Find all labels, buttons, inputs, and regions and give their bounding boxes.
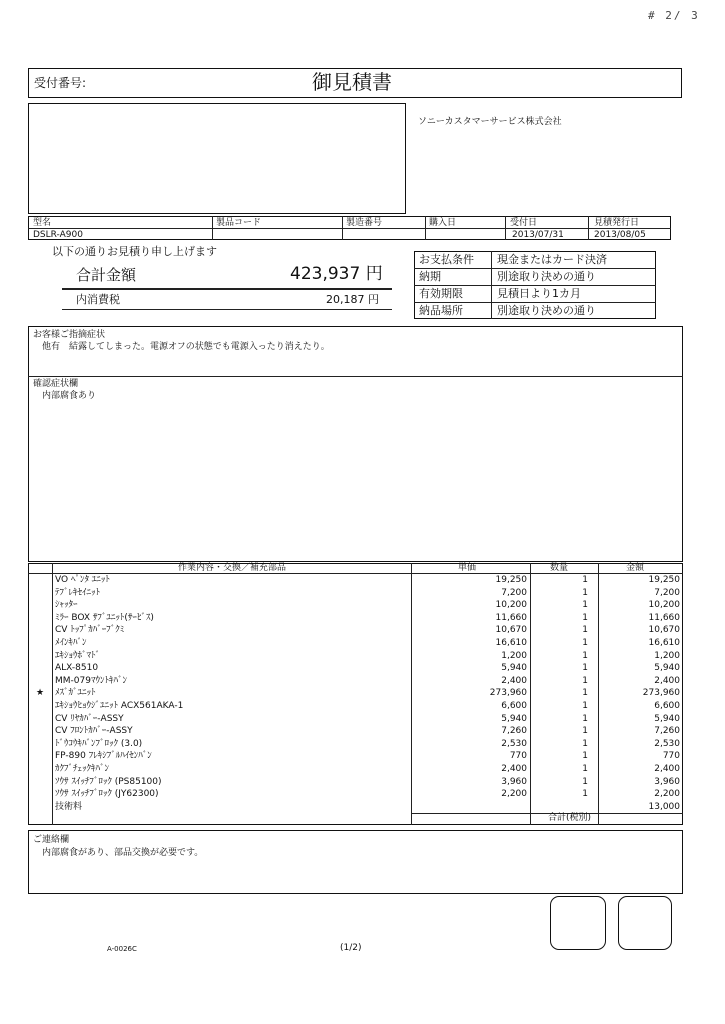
item-unit-price: 7,200 [501, 587, 527, 598]
item-description: ｴｷｼｮｳﾎﾞﾏﾄﾞ [55, 650, 101, 661]
stamp-box-right [618, 896, 672, 950]
table-row [28, 612, 683, 625]
item-mark [28, 612, 52, 625]
customer-issue-text: 他有 結露してしまった。電源オフの状態でも電源入ったり消えたり。 [42, 342, 330, 352]
item-mark [28, 662, 52, 675]
items-table [28, 574, 683, 813]
item-mark: ★ [35, 688, 45, 699]
page-number: # 2/ 3 [648, 9, 700, 22]
terms-delivery-label: 納期 [419, 270, 441, 283]
table-row [28, 750, 683, 763]
item-unit-price: 5,940 [501, 663, 527, 674]
item-amount: 2,400 [654, 763, 680, 774]
item-unit-price: 10,200 [495, 600, 527, 611]
total-value: 423,937 円 [290, 264, 383, 284]
item-description: ｼｬｯﾀｰ [55, 600, 78, 611]
item-unit-price: 16,610 [495, 637, 527, 648]
item-mark [28, 788, 52, 801]
item-description: ﾐﾗｰ BOX ｻﾌﾞﾕﾆｯﾄ(ｻｰﾋﾞｽ) [55, 612, 154, 623]
item-amount: 3,960 [654, 776, 680, 787]
info-issue-date-value: 2013/08/05 [594, 230, 646, 240]
info-header-model: 型名 [33, 218, 52, 228]
item-unit-price: 6,600 [501, 700, 527, 711]
item-amount: 273,960 [642, 688, 680, 699]
item-amount: 13,000 [648, 801, 680, 812]
item-unit-price: 1,200 [501, 650, 527, 661]
table-row [28, 624, 683, 637]
item-unit-price: 11,660 [495, 612, 527, 623]
confirmed-issue-label: 確認症状欄 [33, 379, 79, 389]
item-amount: 5,940 [654, 713, 680, 724]
item-amount: 1,200 [654, 650, 680, 661]
table-row [28, 763, 683, 776]
items-header-quantity: 数量 [550, 563, 569, 573]
table-row [28, 713, 683, 726]
items-header-amount: 金額 [626, 563, 645, 573]
terms-payment-value: 現金またはカード決済 [497, 253, 607, 266]
info-header-product-code: 製品コード [216, 218, 262, 228]
reception-number-label: 受付番号: [34, 76, 87, 90]
terms-validity-label: 有効期限 [419, 287, 463, 300]
item-mark [28, 624, 52, 637]
item-description: ﾃﾌﾞﾚｷｾｲﾆｯﾄ [55, 587, 101, 598]
item-description: ｶｸﾌﾞﾁｪｯｸｷﾊﾞﾝ [55, 763, 110, 774]
stamp-box-left [550, 896, 606, 950]
contact-text: 内部腐食があり、部品交換が必要です。 [42, 848, 204, 858]
item-description: CV ﾘﾔｶﾊﾞｰ-ASSY [55, 713, 124, 724]
item-amount: 6,600 [654, 700, 680, 711]
company-name: ソニーカスタマーサービス株式会社 [418, 117, 562, 127]
table-row [28, 574, 683, 587]
document-title: 御見積書 [312, 70, 392, 94]
item-quantity: 1 [582, 675, 588, 686]
item-amount: 19,250 [648, 575, 680, 585]
item-amount: 16,610 [648, 637, 680, 648]
table-row [28, 675, 683, 688]
total-underline [62, 288, 392, 290]
item-unit-price: 5,940 [501, 713, 527, 724]
subtotal-label: 合計(税別) [548, 813, 592, 823]
item-mark [28, 738, 52, 751]
item-unit-price: 2,200 [501, 789, 527, 800]
item-unit-price: 10,670 [495, 625, 527, 636]
table-row [28, 700, 683, 713]
estimate-intro: 以下の通りお見積り申し上げます [52, 245, 217, 258]
item-description: ﾄﾞｳｺｳｷﾊﾞﾝﾌﾞﾛｯｸ (3.0) [55, 738, 143, 749]
item-mark [28, 599, 52, 612]
item-description: MM-079ﾏｳﾝﾄｷﾊﾞﾝ [55, 675, 127, 686]
item-amount: 2,200 [654, 789, 680, 800]
address-box [28, 103, 406, 214]
item-unit-price: 2,400 [501, 675, 527, 686]
item-quantity: 1 [582, 600, 588, 611]
item-description: CV ﾌﾛﾝﾄｶﾊﾞｰ-ASSY [55, 726, 133, 737]
item-description: 技術料 [55, 801, 83, 812]
item-mark [28, 750, 52, 763]
table-row [28, 776, 683, 789]
info-header-issue-date: 見積発行日 [594, 218, 640, 228]
item-mark [28, 574, 52, 587]
table-row [28, 599, 683, 612]
item-quantity: 1 [582, 637, 588, 648]
tax-value: 20,187 円 [326, 293, 379, 306]
item-amount: 10,670 [648, 625, 680, 636]
item-unit-price [411, 801, 530, 814]
contact-box [28, 830, 683, 894]
item-unit-price: 770 [509, 751, 527, 762]
tax-underline [62, 309, 392, 310]
confirmed-issue-text: 内部腐食あり [42, 391, 97, 401]
table-row [28, 637, 683, 650]
terms-payment-label: お支払条件 [419, 253, 474, 266]
info-table-divider [28, 228, 671, 229]
terms-validity-value: 見積日より1カ月 [497, 287, 581, 300]
item-mark [28, 801, 52, 814]
table-row [28, 788, 683, 801]
contact-label: ご連絡欄 [33, 835, 70, 845]
item-amount: 2,530 [654, 738, 680, 749]
item-unit-price: 7,260 [501, 726, 527, 737]
item-quantity: 1 [582, 789, 588, 800]
item-mark [28, 650, 52, 663]
item-quantity: 1 [582, 738, 588, 749]
table-row [28, 687, 683, 700]
item-amount: 7,200 [654, 587, 680, 598]
item-description: ｴｷｼｮｳﾋｮｳｼﾞﾕﾆｯﾄ ACX561AKA-1 [55, 700, 184, 711]
item-description: ｿｳｻ ｽｲｯﾁﾌﾞﾛｯｸ (PS85100) [55, 776, 162, 787]
item-mark [28, 725, 52, 738]
item-quantity: 1 [582, 700, 588, 711]
item-description: CV ﾄｯﾌﾟｶﾊﾞｰﾌﾞｸﾐ [55, 625, 125, 636]
item-quantity: 1 [582, 625, 588, 636]
item-description: ﾒｲﾝｷﾊﾞﾝ [55, 637, 87, 648]
items-header-unit-price: 単価 [458, 563, 477, 573]
item-amount: 7,260 [654, 726, 680, 737]
item-description: ﾒｽﾞｶﾞﾕﾆｯﾄ [55, 688, 96, 699]
item-quantity: 1 [582, 763, 588, 774]
item-quantity: 1 [582, 713, 588, 724]
symptoms-box [28, 326, 683, 562]
table-row [28, 662, 683, 675]
item-mark [28, 776, 52, 789]
item-quantity: 1 [582, 650, 588, 661]
table-row [28, 801, 683, 814]
item-mark [28, 675, 52, 688]
customer-issue-label: お客様ご指摘症状 [33, 330, 106, 340]
item-unit-price: 2,400 [501, 763, 527, 774]
item-amount: 10,200 [648, 600, 680, 611]
item-description: VO ﾍﾟﾝﾀ ﾕﾆｯﾄ [55, 575, 110, 585]
item-quantity: 1 [582, 688, 588, 699]
item-quantity [530, 801, 598, 814]
item-quantity: 1 [582, 587, 588, 598]
item-description: ALX-8510 [55, 663, 99, 674]
item-mark [28, 700, 52, 713]
terms-place-label: 納品場所 [419, 304, 463, 317]
item-mark [28, 713, 52, 726]
item-amount: 5,940 [654, 663, 680, 674]
item-unit-price: 3,960 [501, 776, 527, 787]
table-row [28, 738, 683, 751]
item-quantity: 1 [582, 751, 588, 762]
info-header-purchase-date: 購入日 [429, 218, 457, 228]
terms-delivery-value: 別途取り決めの通り [497, 270, 596, 283]
item-quantity: 1 [582, 776, 588, 787]
tax-label: 内消費税 [76, 293, 120, 306]
form-code: A-0026C [107, 945, 137, 953]
total-label: 合計金額 [76, 266, 137, 284]
terms-place-value: 別途取り決めの通り [497, 304, 596, 317]
item-amount: 770 [662, 751, 680, 762]
item-description: ｿｳｻ ｽｲｯﾁﾌﾞﾛｯｸ (JY62300) [55, 789, 159, 800]
table-row [28, 587, 683, 600]
item-mark [28, 637, 52, 650]
info-header-received-date: 受付日 [510, 218, 538, 228]
item-mark [28, 587, 52, 600]
info-model-value: DSLR-A900 [33, 230, 83, 240]
item-quantity: 1 [582, 612, 588, 623]
table-row [28, 725, 683, 738]
items-header-description: 作業内容・交換／補充部品 [178, 563, 287, 573]
info-received-date-value: 2013/07/31 [512, 230, 564, 240]
item-quantity: 1 [582, 575, 588, 585]
item-unit-price: 2,530 [501, 738, 527, 749]
item-quantity: 1 [582, 726, 588, 737]
item-unit-price: 273,960 [489, 688, 527, 699]
table-row [28, 650, 683, 663]
item-amount: 2,400 [654, 675, 680, 686]
item-amount: 11,660 [648, 612, 680, 623]
info-header-serial: 製造番号 [346, 218, 383, 228]
page-indicator: (1/2) [340, 943, 362, 953]
item-mark [28, 763, 52, 776]
item-unit-price: 19,250 [495, 575, 527, 585]
item-description: FP-890 ﾌﾚｷｼﾌﾞﾙﾊｲｾﾝﾊﾞﾝ [55, 751, 152, 762]
item-quantity: 1 [582, 663, 588, 674]
